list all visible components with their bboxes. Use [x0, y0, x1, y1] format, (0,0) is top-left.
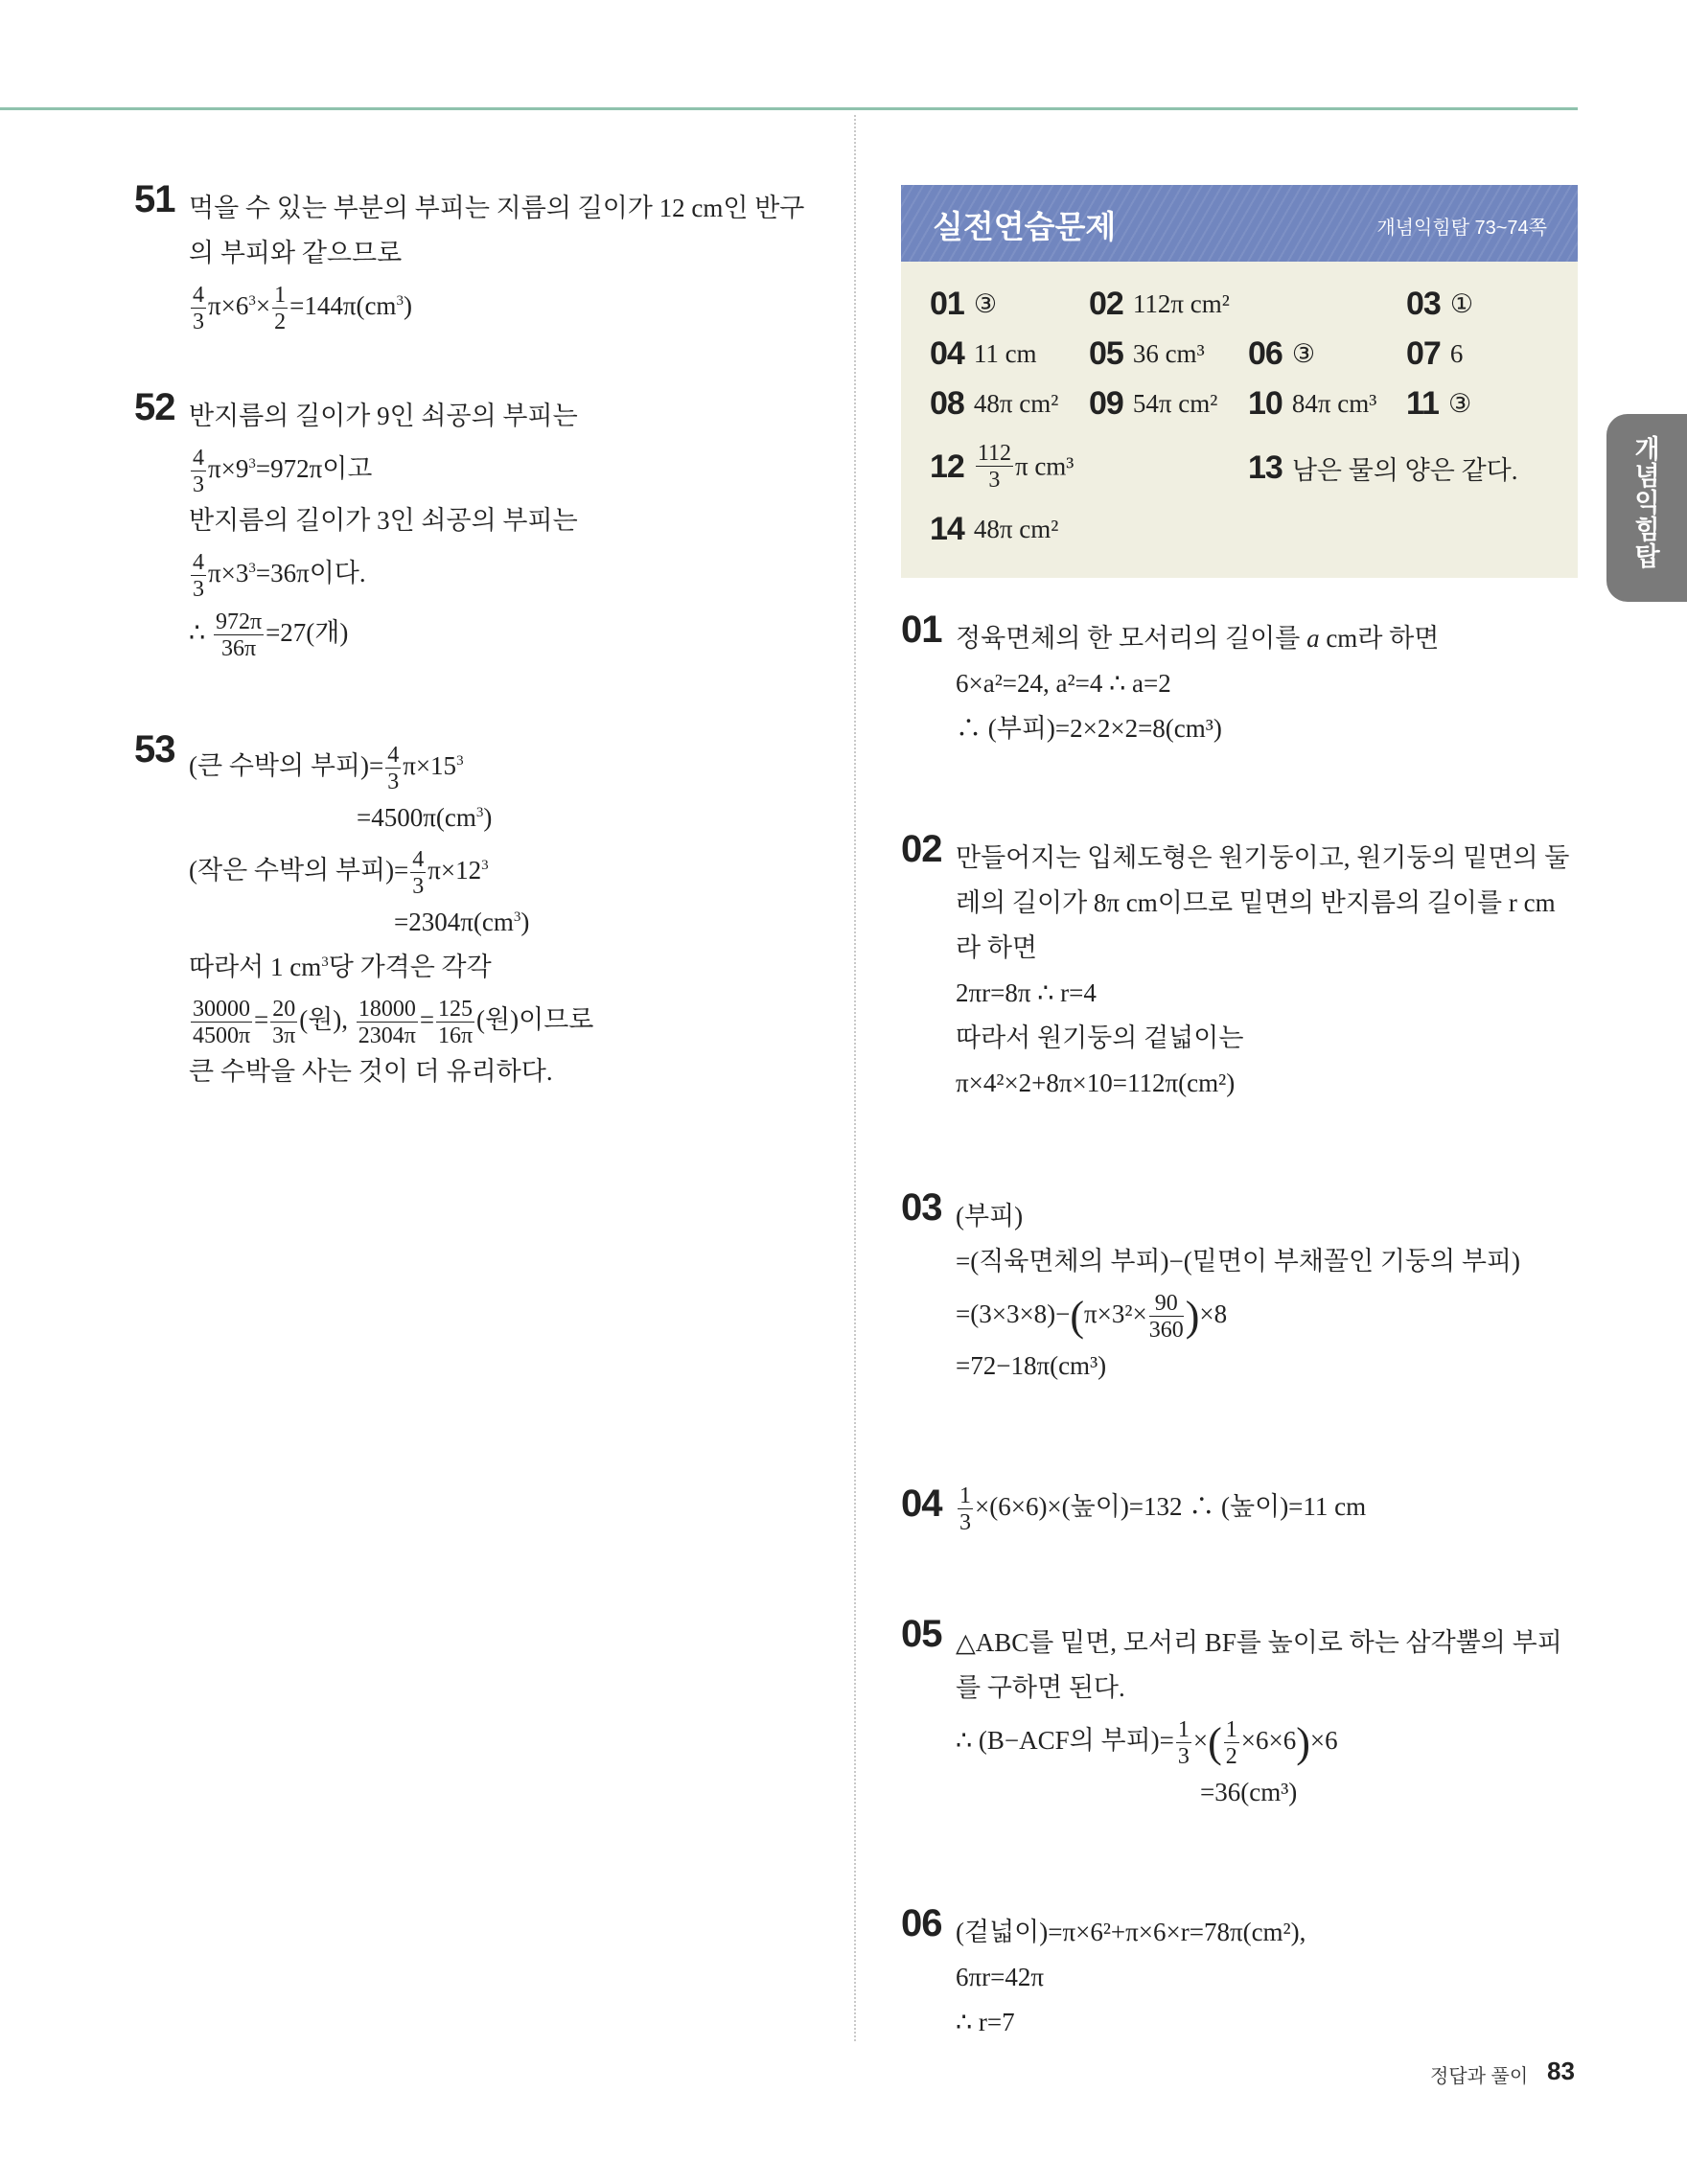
equation-line: $\frac{1}{3}$ ×(6×6)×(높이)=132 ∴ (높이)=11 cm — [959, 1483, 1367, 1535]
equation-line: =36(cm³) — [1200, 1778, 1298, 1806]
answer-item: 14 48π cm² — [930, 511, 1059, 547]
footer-label: 정답과 풀이 — [1430, 2066, 1529, 2087]
problem-number: 52 — [134, 386, 175, 428]
fraction: $\frac{1}{2}$ — [1225, 1716, 1237, 1769]
answer-item: 03 ① — [1406, 286, 1474, 322]
answer-item: 12 $\frac{112}{3}$ π cm³ — [930, 441, 1075, 493]
column-divider — [854, 115, 856, 2041]
fraction: $\frac{90}{360}$ — [1148, 1290, 1184, 1343]
text-line: 레의 길이가 8π cm이므로 밑면의 반지름의 길이를 r cm — [956, 888, 1556, 917]
text-line: △ABC를 밑면, 모서리 BF를 높이로 하는 삼각뿔의 부피 — [956, 1628, 1562, 1657]
problem-body — [956, 836, 1569, 1106]
problem-body — [956, 1194, 1520, 1389]
equation-line: $\frac{4}{3}$ $\pi\times 3^3=36\pi$이다. — [193, 549, 366, 602]
equation-line: (겉넓이)=π×6²+π×6×r=78π(cm²), — [956, 1918, 1306, 1946]
fraction: $\frac{18000}{2304\pi}$ — [358, 996, 416, 1048]
equation-line: 6πr=42π — [956, 1963, 1044, 1991]
text-line: (부피) — [956, 1202, 1024, 1230]
answer-box-ref: 개념익힘탑 73~74쪽 — [1376, 218, 1547, 239]
text-line: 반지름의 길이가 9인 쇠공의 부피는 — [189, 402, 578, 430]
answer-item: 13 남은 물의 양은 같다. — [1248, 449, 1518, 486]
text-line: 먹을 수 있는 부분의 부피는 지름의 길이가 12 cm인 반구 — [189, 194, 805, 222]
answer-item: 04 11 cm — [930, 335, 1037, 372]
text-line: 를 구하면 된다. — [956, 1673, 1125, 1702]
page-number: 83 — [1547, 2057, 1575, 2085]
problem-number: 04 — [901, 1483, 942, 1525]
fraction: $\frac{30000}{4500\pi}$ — [192, 996, 251, 1048]
problem-number: 51 — [134, 178, 175, 220]
answer-item: 08 48π cm² — [930, 385, 1059, 422]
equation-line: =(3×3×8)−(π×3²× $\frac{90}{360}$ )×8 — [956, 1290, 1228, 1343]
equation-line: 2πr=8π ∴ r=4 — [956, 978, 1097, 1007]
text-line: 큰 수박을 사는 것이 더 유리하다. — [189, 1057, 553, 1086]
problem-number: 01 — [901, 609, 942, 651]
problem-body — [189, 736, 593, 1094]
equation-line: $=4500\pi(cm^3)$ — [357, 803, 493, 832]
fraction: $\frac{4}{3}$ — [193, 549, 204, 602]
text-line: 따라서 1 $cm^3$당 가격은 각각 — [189, 953, 492, 981]
equation-line: ∴ r=7 — [956, 2008, 1015, 2036]
answer-item: 05 36 cm³ — [1089, 335, 1205, 372]
section-side-tab: 개념익힘탑 — [1606, 414, 1687, 602]
fraction: $\frac{4}{3}$ — [193, 282, 204, 334]
answer-box-title: 실전연습문제 — [933, 209, 1117, 244]
fraction: $\frac{4}{3}$ — [387, 742, 400, 794]
text-line: 만들어지는 입체도형은 원기둥이고, 원기둥의 밑면의 둘 — [956, 843, 1570, 872]
equation-line: $\frac{30000}{4500\pi}$ = $\frac{20}{3\pi}$ (원), $\frac{18000}{2304\pi}$ = $\frac{125}{16\pi}$ (원)이므로 — [192, 996, 594, 1048]
answer-item: 09 54π cm² — [1089, 385, 1218, 422]
problem-body — [956, 616, 1439, 751]
equation-line: π×4²×2+8π×10=112π(cm²) — [956, 1069, 1236, 1097]
problem-number: 53 — [134, 728, 175, 770]
text-line: 반지름의 길이가 3인 쇠공의 부피는 — [189, 506, 578, 535]
problem-body — [956, 1621, 1562, 1815]
text-line: 라 하면 — [956, 933, 1037, 962]
equation-line: (큰 수박의 부피)= $\frac{4}{3}$ $\pi\times 15^3$ — [189, 742, 464, 794]
text-line: 의 부피와 같으므로 — [189, 239, 403, 267]
fraction: $\frac{1}{3}$ — [959, 1483, 971, 1535]
fraction: $\frac{4}{3}$ — [412, 846, 425, 899]
fraction: $\frac{1}{2}$ — [274, 282, 287, 334]
fraction: $\frac{972\pi}{36\pi}$ — [215, 609, 263, 661]
equation-line: $=2304\pi(cm^3)$ — [394, 908, 530, 936]
answer-item: 01 ③ — [930, 286, 998, 322]
fraction: $\frac{1}{3}$ — [1177, 1716, 1190, 1769]
equation-line: $\frac{4}{3}$ $\pi\times 6^3\times$ $\frac{1}{2}$ $=144\pi(cm^3)$ — [193, 282, 412, 334]
equation-line: (작은 수박의 부피)= $\frac{4}{3}$ $\pi\times 12^3$ — [189, 846, 489, 899]
fraction: $\frac{4}{3}$ — [193, 445, 204, 497]
text-line: 정육면체의 한 모서리의 길이를 a cm라 하면 — [956, 624, 1440, 653]
answer-item: 07 6 — [1406, 335, 1464, 372]
equation-line: =72−18π(cm³) — [956, 1351, 1107, 1380]
problem-number: 05 — [901, 1613, 942, 1655]
problem-number: 06 — [901, 1902, 942, 1944]
fraction: $\frac{125}{16\pi}$ — [437, 996, 474, 1048]
equation-line: $\frac{4}{3}$ $\pi\times 9^3=972\pi$이고 — [193, 445, 373, 497]
problem-body — [956, 1910, 1306, 2045]
answer-item: 06 ③ — [1248, 335, 1316, 372]
answer-item: 10 84π cm³ — [1248, 385, 1377, 422]
equation-line: 6×a²=24, a²=4 ∴ a=2 — [956, 669, 1171, 698]
equation-line: ∴ $\frac{972\pi}{36\pi}$ =27(개) — [189, 609, 349, 661]
problem-number: 03 — [901, 1186, 942, 1229]
equation-line: =(직육면체의 부피)−(밑면이 부채꼴인 기둥의 부피) — [956, 1247, 1520, 1276]
problem-body — [189, 186, 804, 335]
answer-box-header — [901, 185, 1578, 262]
answer-summary-box — [901, 185, 1578, 578]
header-rule — [0, 107, 1578, 110]
problem-body — [956, 1477, 1366, 1536]
equation-line: ∴ (부피)=2×2×2=8(cm³) — [956, 714, 1222, 743]
fraction: $\frac{20}{3\pi}$ — [272, 996, 296, 1048]
text-line: 따라서 원기둥의 겉넓이는 — [956, 1023, 1244, 1052]
answer-item: 02 112π cm² — [1089, 286, 1230, 322]
problem-body — [189, 394, 578, 662]
equation-line: ∴ (B−ACF의 부피)= $\frac{1}{3}$ ×( $\frac{1}{2}$ ×6×6)×6 — [956, 1716, 1338, 1769]
answer-item: 11 ③ — [1406, 385, 1472, 422]
problem-number: 02 — [901, 828, 942, 870]
